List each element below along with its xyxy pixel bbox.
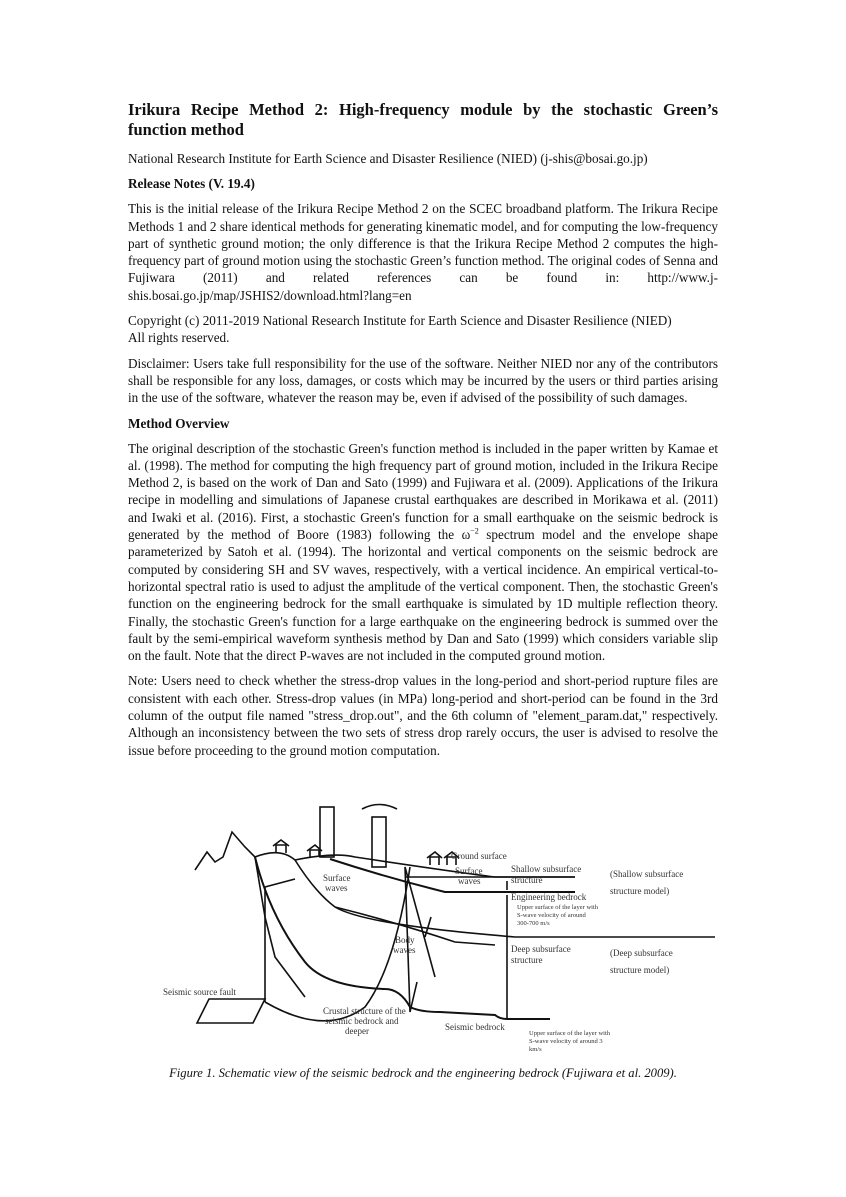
affiliation: National Research Institute for Earth Science and Disaster Resilience (NIED) (j-shis@bosai.go.jp)	[128, 151, 648, 166]
label-surface-waves-left-2: waves	[325, 883, 348, 893]
method-overview-heading: Method Overview	[128, 415, 230, 431]
label-surface-waves-right-2: waves	[458, 876, 481, 886]
house-icon	[273, 840, 289, 853]
label-deep-model: (Deep subsurface	[610, 948, 673, 958]
method-text-part-1: The original description of the stochastic Green's function method is included in the paper written by Kamae et al. (1998). The method for computing the high frequency part of ground motion, included in the Irikura Recipe Method 2, is based on the work of Dan and Sato (1999) and Fujiwara et al. (2009). Applications of the Irikura recipe in modelling and simulations of Japanese crustal earthquakes are described in Morikawa et al. (2011) and Iwaki et al. (2016). First, a stochastic Green's function for a small earthquake on the seismic bedrock is generated by the method of Boore (1983) following the ω	[128, 440, 718, 543]
copyright-paragraph	[128, 312, 718, 347]
label-engineering-bedrock: Engineering bedrock	[511, 892, 587, 902]
label-seis-note-2: S-wave velocity of around 3	[529, 1038, 603, 1045]
label-deep-model-2: structure model)	[610, 965, 670, 975]
label-eng-note: Upper surface of the layer with	[517, 904, 599, 911]
bedrock-schematic-diagram	[155, 797, 715, 1059]
label-shallow-model-2: structure model)	[610, 886, 670, 896]
label-ground-surface: Ground surface	[451, 851, 507, 861]
label-seis-note-3: km/s	[529, 1046, 542, 1053]
label-crustal-structure: Crustal structure of the	[323, 1006, 406, 1016]
label-seismic-source-fault: Seismic source fault	[163, 987, 236, 997]
label-shallow-structure: Shallow subsurface	[511, 864, 582, 874]
label-crustal-structure-2: seismic bedrock and	[325, 1016, 399, 1026]
label-shallow-structure-2: structure	[511, 875, 543, 885]
house-icon	[427, 852, 442, 865]
label-crustal-structure-3: deeper	[345, 1026, 369, 1036]
label-surface-waves-left: Surface	[323, 873, 351, 883]
source-fault-plane	[197, 999, 265, 1023]
document-page	[128, 100, 718, 767]
label-body-waves-2: waves	[393, 945, 416, 955]
label-seis-note: Upper surface of the layer with	[529, 1030, 611, 1037]
label-body-waves: Body	[395, 935, 415, 945]
label-eng-note-2: S-wave velocity of around	[517, 912, 586, 919]
disclaimer-paragraph: Disclaimer: Users take full responsibility for the use of the software. Neither NIED nor any of the contributors shall be responsible for any loss, damages, or costs which may be incurred by the users or third parties arising in the use of the software, whatever the reason may be, even if advised of the possibility of such damages.	[128, 355, 718, 406]
figure-schematic	[155, 797, 715, 1059]
copyright-line-2: All rights reserved.	[128, 330, 230, 346]
title-line-2: function method	[128, 120, 244, 139]
building-icon	[320, 807, 334, 857]
method-text-part-2: spectrum model and the envelope shape parameterized by Satoh et al. (1994). The horizontal and vertical components on the seismic bedrock are computed by considering SH and SV waves, respectively, with a vertical incidence. An empirical vertical-to-horizontal spectral ratio is used to adjust the amplitude of the vertical component. Then, the stochastic Green's function on the engineering bedrock for the small earthquake is simulated by 1D multiple reflection theory. Finally, the stochastic Green's function for a large earthquake on the engineering bedrock is summed over the fault by the semi-empirical waveform synthesis method by Dan and Sato (1999) which considers variable slip on the fault. Note that the direct P-waves are not included in the computed ground motion.	[128, 527, 718, 664]
release-notes-paragraph: This is the initial release of the Irikura Recipe Method 2 on the SCEC broadband platform. The Irikura Recipe Methods 1 and 2 share identical methods for generating kinematic model, and for computing the low-frequency part of synthetic ground motion; the only difference is that the Irikura Recipe Method 2 computes the high-frequency part of ground motion using the stochastic Green’s function method. The original codes of Senna and Fujiwara (2011) and related references can be found in: http://www.j-shis.bosai.go.jp/map/JSHIS2/download.html?lang=en	[128, 201, 718, 303]
title-line-1: Irikura Recipe Method 2: High-frequency module by the stochastic Green’s	[128, 100, 718, 119]
copyright-line-1: Copyright (c) 2011-2019 National Research Institute for Earth Science and Disaster Resilience (NIED)	[128, 313, 672, 329]
method-overview-paragraph	[128, 440, 718, 665]
note-paragraph: Note: Users need to check whether the stress-drop values in the long-period and short-period rupture files are consistent with each other. Stress-drop values (in MPa) long-period and short-period can be found in the 3rd column of the output file named "stress_drop.out", and the 6th column of "element_param.dat," respectively. Although an inconsistency between the two sets of stress drop rarely occurs, the user is advised to resolve the issue before proceeding to the ground motion computation.	[128, 673, 718, 758]
label-deep-structure-2: structure	[511, 955, 543, 965]
label-eng-note-3: 300-700 m/s	[517, 920, 550, 927]
label-deep-structure: Deep subsurface	[511, 944, 571, 954]
figure-caption: Figure 1. Schematic view of the seismic bedrock and the engineering bedrock (Fujiwara et al. 2009).	[169, 1066, 677, 1080]
omega-exponent: −2	[470, 526, 479, 536]
document-title	[128, 100, 718, 140]
label-shallow-model: (Shallow subsurface	[610, 869, 684, 879]
label-seismic-bedrock: Seismic bedrock	[445, 1022, 505, 1032]
label-surface-waves-right: Surface	[455, 866, 483, 876]
mountain-outline	[195, 832, 255, 870]
release-notes-heading: Release Notes (V. 19.4)	[128, 176, 255, 192]
